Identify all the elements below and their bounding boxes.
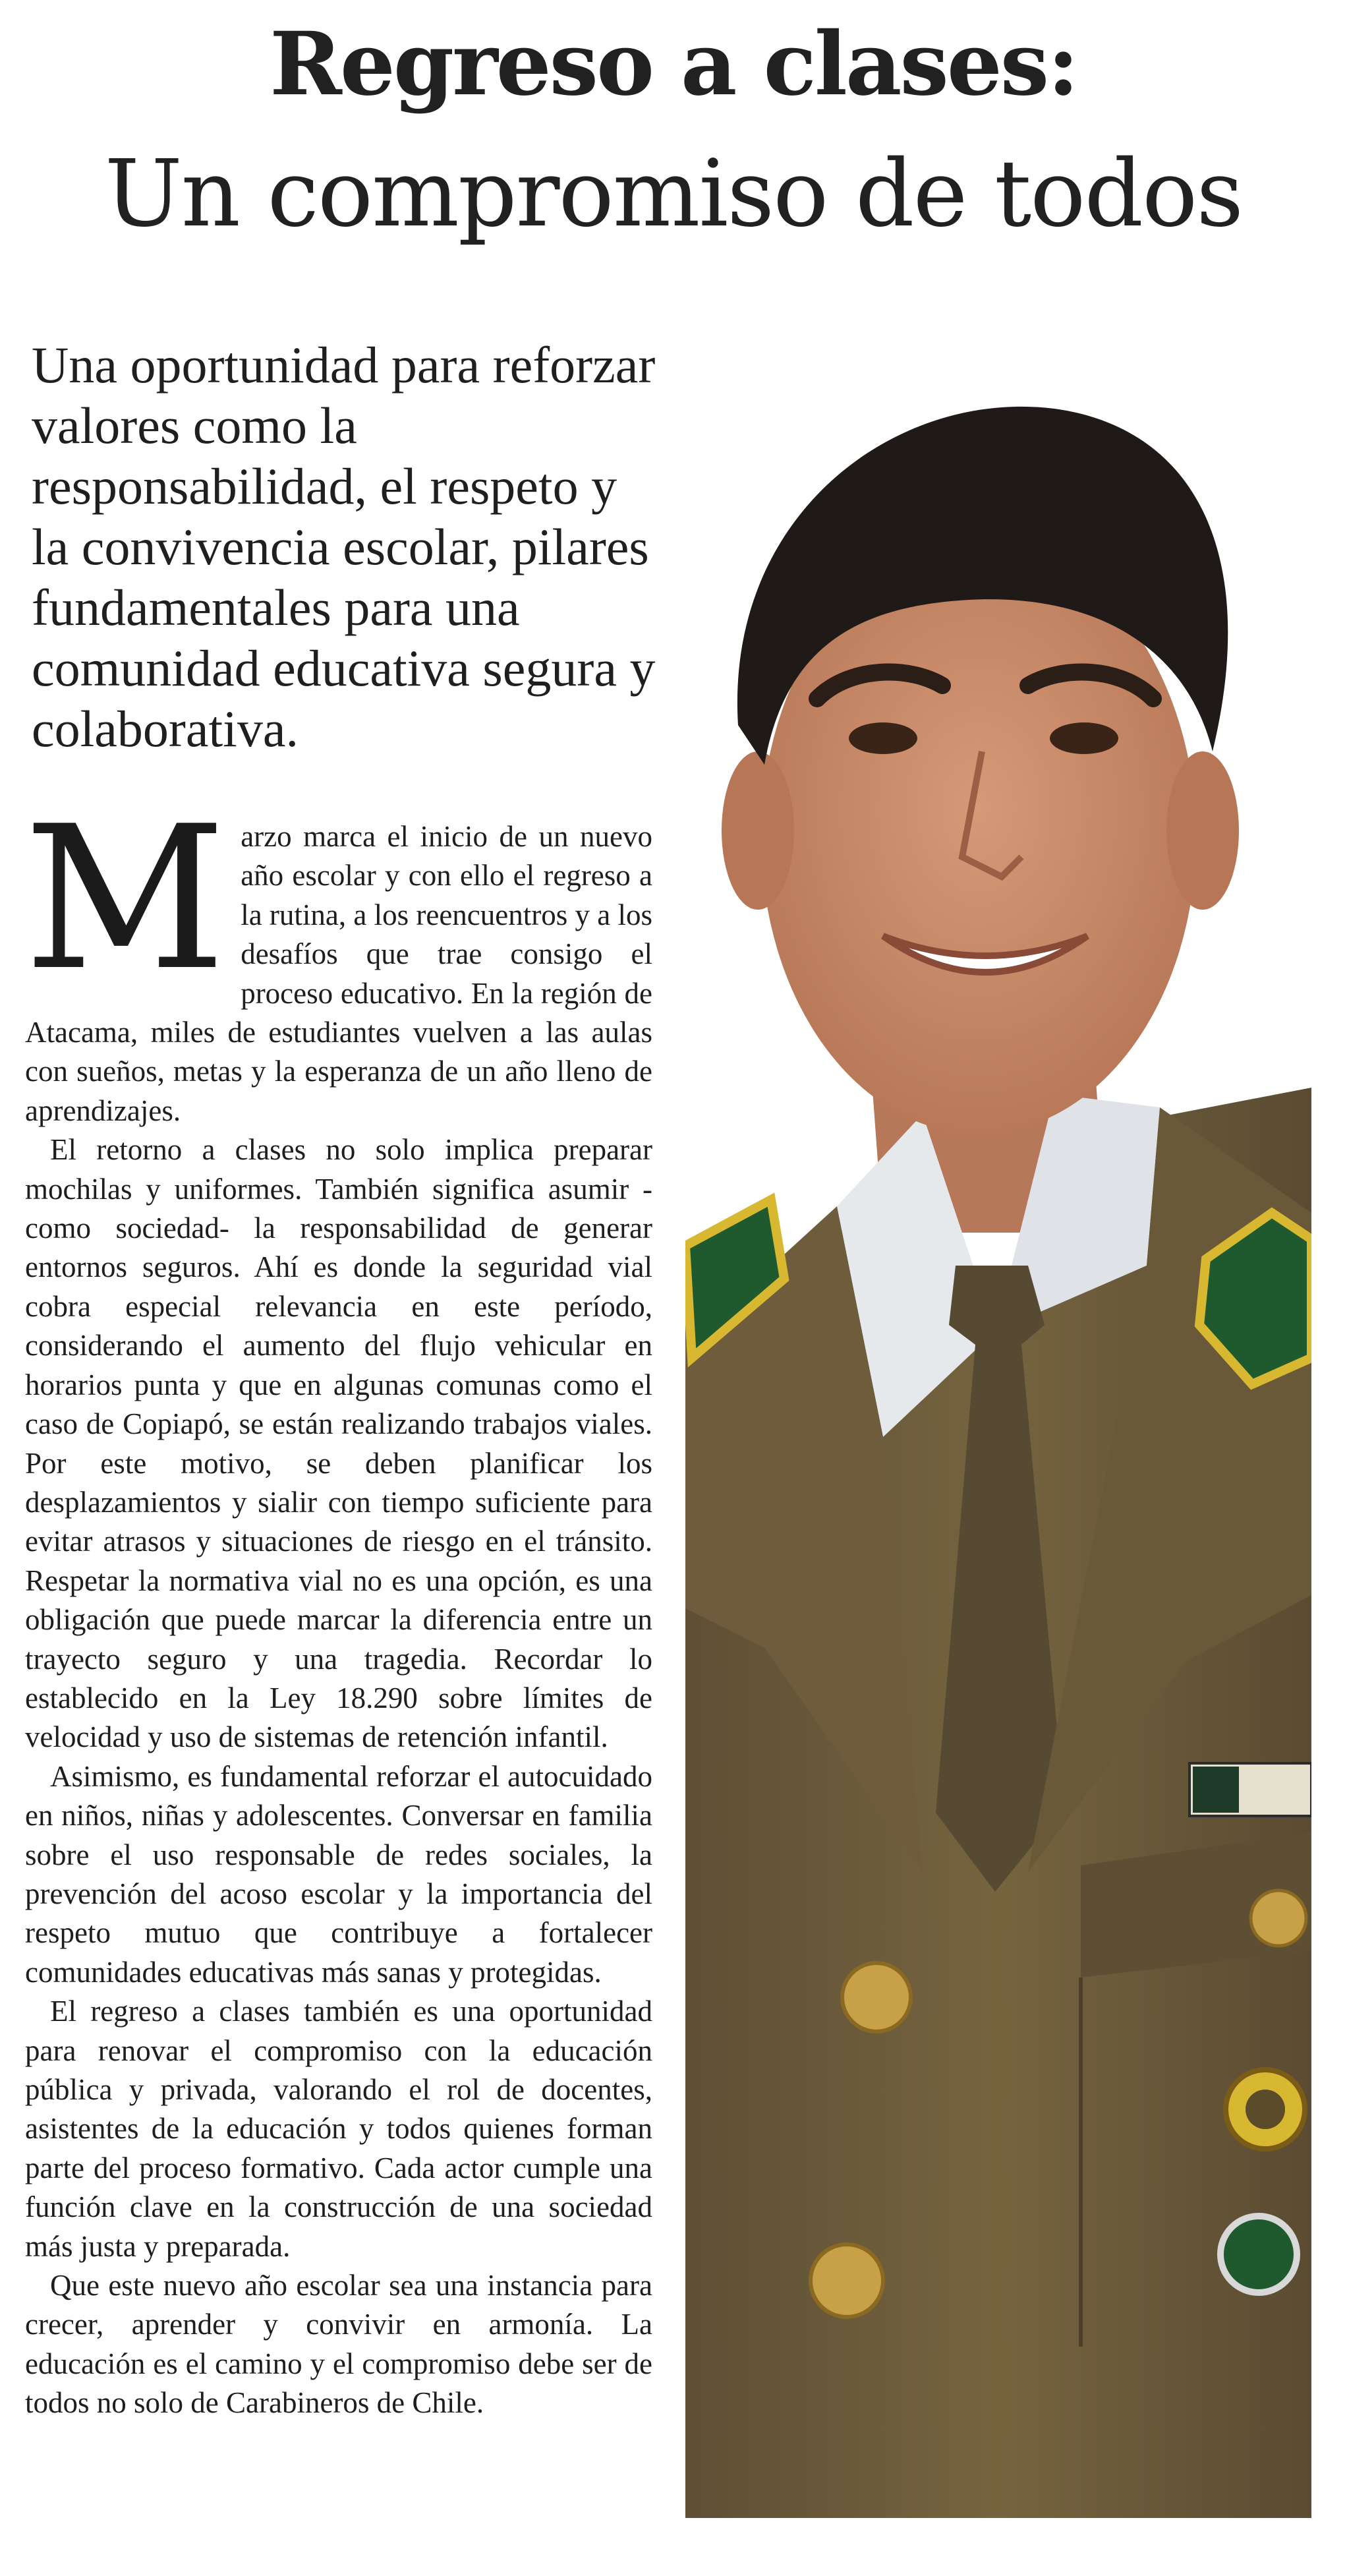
coat-button — [842, 1963, 911, 2032]
article-body — [24, 784, 652, 2423]
body-paragraph-3: Asimismo, es fundamental reforzar el autocuidado en niños, niñas y adolescentes. Conversar en familia sobre el uso responsable de redes sociales, la prevención del acoso escolar y la importancia del respeto mutuo que contribuye a fortalecer comunidades educativas más sanas y protegidas. — [25, 1759, 652, 1989]
lead-paragraph: Una oportunidad para reforzar valores como la responsabilidad, el respeto y la convivencia escolar, pilares fundamentales para una comunidad educativa segura y colaborativa. — [32, 336, 656, 757]
pocket-button — [1251, 1890, 1306, 1946]
body-paragraph-5: Que este nuevo año escolar sea una instancia para crecer, aprender y convivir en armonía. La educación es el camino y el compromiso debe ser de todos no solo de Carabineros de Chile. — [25, 2269, 652, 2420]
headline-line-1: Regreso a clases: — [270, 13, 1077, 115]
body-paragraph-4: El regreso a clases también es una oportunidad para renovar el compromiso con la educación pública y privada, valorando el rol de docentes, asistentes de la educación y todos quienes forman parte del proceso formativo. Cada actor cumple una función clave en la construcción de una sociedad más justa y preparada. — [25, 1995, 652, 2263]
green-badge — [1220, 2216, 1297, 2293]
coat-button — [811, 2244, 883, 2317]
paragraph-text: arzo marca el inicio de un nuevo año escolar y con ello el regreso a la rutina, a los reencuentros y a los desafíos que trae consigo el proceso educativo. En la región de Atacama, miles de estudiantes vuelven a las aulas con sueños, metas y la esperanza de un año lleno de aprendizajes. — [25, 820, 652, 1127]
body-paragraph-2: El retorno a clases no solo implica preparar mochilas y uniformes. También significa asumir -como sociedad- la responsabilidad de generar entornos seguros. Ahí es donde la seguridad vial cobra especial relevancia en este período, considerando el aumento del flujo vehicular en horarios punta y que en algunas comunas como el caso de Copiapó, se están realizando trabajos viales. Por este motivo, se deben planificar los desplazamientos y sialir con tiempo suficiente para evitar atrasos y situaciones de riesgo en el tránsito. Respetar la normativa vial no es una opción, es una obligación que puede marcar la diferencia entre un trayecto seguro y una tragedia. Recordar lo establecido en la Ley 18.290 sobre límites de velocidad y uso de sistemas de retención infantil. — [25, 1133, 652, 1754]
headline-line-2: Un compromiso de todos — [104, 140, 1243, 248]
portrait-photo — [685, 356, 1311, 2518]
body-paragraph-1 — [24, 784, 652, 1130]
eye — [1050, 722, 1118, 754]
eye — [849, 722, 917, 754]
drop-cap: M — [24, 784, 227, 1014]
